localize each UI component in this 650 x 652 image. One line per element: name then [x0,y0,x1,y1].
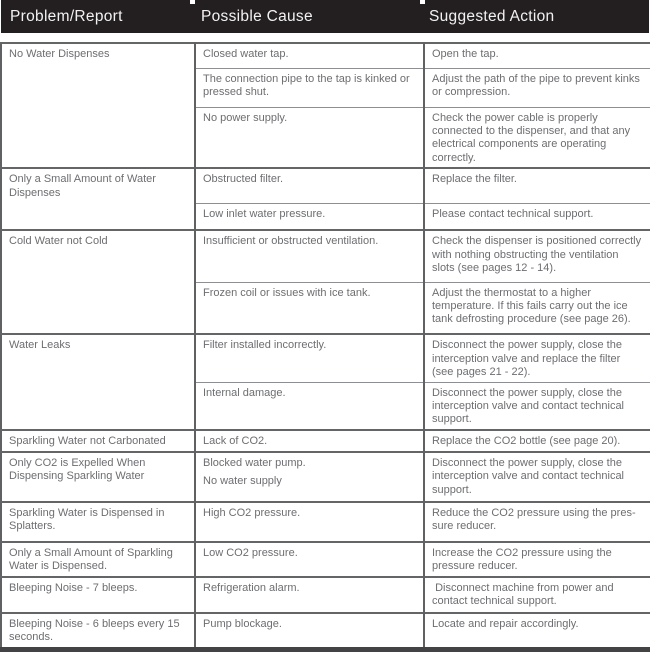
cause-text: No power supply. [203,111,288,124]
action-cell [424,382,650,430]
action-text: Replace the CO2 bottle (see page 20). [432,434,621,447]
action-text: Locate and repair accordingly. [432,617,579,630]
problem-cell: Sparkling Water not Carbonated [1,430,195,452]
action-text: Please contact technical support. [432,207,594,220]
header-problem-report: Problem/Report [10,8,123,25]
action-text: Check the dispenser is positioned correctly with nothing obstructing the ventilation slots (see pages 12 - 14). [432,235,645,274]
action-cell [424,452,650,502]
action-cell [424,107,650,168]
header-gap [0,33,650,42]
cause-cell [195,430,424,452]
action-cell [424,230,650,282]
action-cell [424,430,650,452]
action-cell [424,203,650,230]
table-row [1,613,650,649]
action-cell [424,68,650,107]
cause-text: Filter installed incorrectly. [203,339,327,352]
cause-text: Low CO2 pressure. [203,546,298,559]
cause-cell [195,68,424,107]
cause-cell [195,43,424,68]
cause-text: Closed water tap. [203,48,289,60]
action-text: Disconnect the power supply, close the interception valve and contact technical support. [432,456,628,496]
table-row [1,43,650,68]
cause-cell [195,542,424,577]
header-divider-notch [420,0,425,4]
cause-text: Low inlet water pressure. [203,207,326,220]
cause-cell [195,502,424,542]
action-cell [424,542,650,577]
problem-cell: Only a Small Amount of Water Dispenses [1,168,195,230]
header-suggested-action: Suggested Action [429,8,555,25]
problem-cell: Only a Small Amount of Sparkling Water is Dispensed. [1,542,195,577]
action-text: Check the power cable is properly connected to the dispenser, and that any electrical components are operating correctly. [432,111,634,164]
action-text: Disconnect the power supply, close the interception valve and replace the filter (see pages 21 - 22). [432,339,626,378]
cause-text: The connection pipe to the tap is kinked or pressed shut. [203,72,410,98]
problem-cell: Sparkling Water is Dispensed in Splatters. [1,502,195,542]
action-cell [424,282,650,334]
action-text: Reduce the CO2 pressure using the pres-sure reducer. [432,506,636,533]
header-divider-notch [190,0,195,4]
cause-cell [195,577,424,613]
header-possible-cause: Possible Cause [201,8,313,25]
action-cell [424,168,650,203]
cause-cell [195,203,424,230]
troubleshooting-table [0,42,650,652]
cause-text: Pump blockage. [203,617,282,630]
cause-text: No water supply [203,475,282,488]
table-row [1,542,650,577]
problem-cell: Bleeping Noise - 6 bleeps every 15 seconds. [1,613,195,649]
problem-cell: Only CO2 is Expelled When Dispensing Sparkling Water [1,452,195,502]
action-text: Disconnect machine from power and contact technical support. [432,581,617,608]
action-text: Open the tap. [432,48,499,60]
action-cell [424,334,650,382]
cause-cell [195,452,424,502]
action-text: Adjust the thermostat to a higher temperature. If this fails carry out the ice tank defrosting procedure (see page 26). [432,286,631,326]
cause-cell [195,334,424,382]
table-row [1,168,650,203]
problem-cell: Bleeping Noise - 7 bleeps. [1,577,195,613]
table-row [1,230,650,282]
cause-text: Blocked water pump. [203,456,306,469]
cause-text: High CO2 pressure. [203,506,301,519]
problem-cell: No Water Dispenses [1,43,195,168]
cause-text: Lack of CO2. [203,434,268,447]
cause-cell [195,107,424,168]
action-text: Disconnect the power supply, close the interception valve and contact technical support. [432,386,628,426]
table-row [1,577,650,613]
cause-cell [195,168,424,203]
cause-cell [195,230,424,282]
table-row [1,430,650,452]
cause-cell [195,382,424,430]
cause-text: Insufficient or obstructed ventilation. [203,235,379,248]
action-cell [424,577,650,613]
cause-cell [195,613,424,649]
action-cell [424,613,650,649]
cause-text: Frozen coil or issues with ice tank. [203,286,371,299]
action-cell [424,502,650,542]
table-header [1,0,649,33]
cause-text: Internal damage. [203,386,286,399]
problem-cell: Water Leaks [1,334,195,430]
action-text: Increase the CO2 pressure using the pressure reducer. [432,546,615,573]
cause-cell [195,282,424,334]
table-row [1,502,650,542]
problem-cell: Cold Water not Cold [1,230,195,334]
cause-text: Obstructed filter. [203,173,284,186]
action-text: Adjust the path of the pipe to prevent kinks or compression. [432,72,643,98]
action-cell [424,43,650,68]
table-row [1,452,650,502]
table-row [1,334,650,382]
cause-text: Refrigeration alarm. [203,581,300,594]
action-text: Replace the filter. [432,173,517,186]
